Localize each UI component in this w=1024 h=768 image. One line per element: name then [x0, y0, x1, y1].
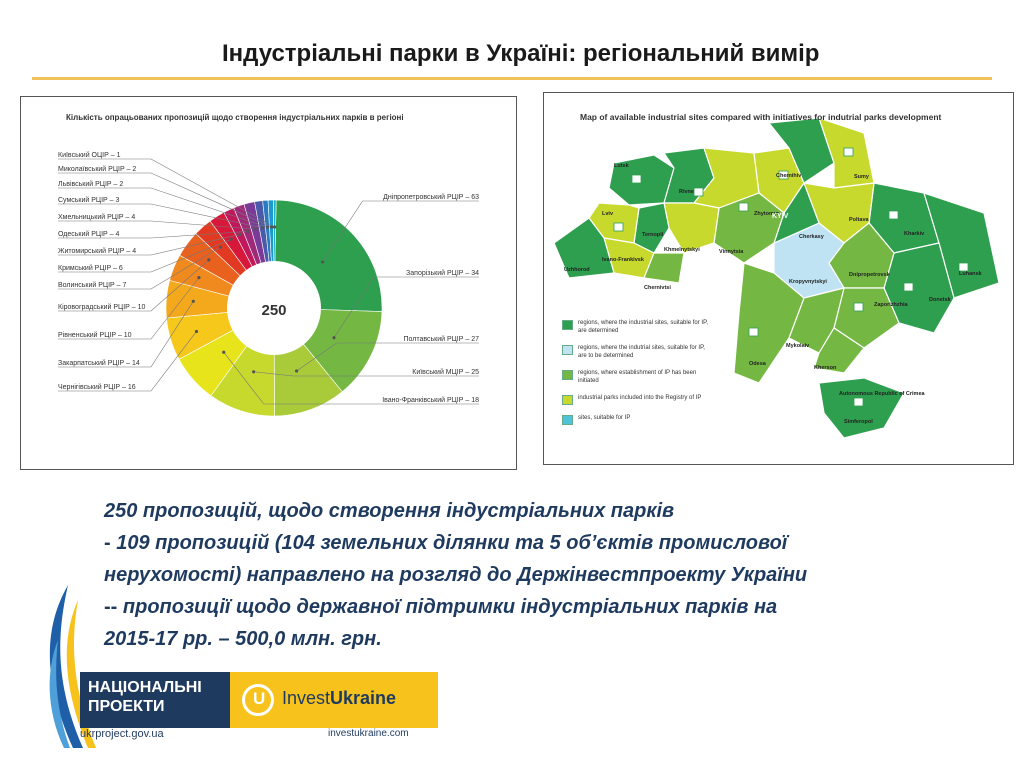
slice-label: Закарпатський РЦІР – 14: [58, 360, 140, 367]
slice-label: Хмельницький РЦІР – 4: [58, 214, 136, 221]
map-city-label: Dnipropetrovsk: [849, 272, 890, 278]
slice-label: Волинський РЦІР – 7: [58, 282, 127, 289]
np-line-1: НАЦІОНАЛЬНІ: [88, 679, 202, 696]
emblem-letter: U: [253, 689, 266, 708]
leader-dot: [252, 370, 255, 373]
leader-dot: [246, 230, 249, 233]
slice-label: Полтавський РЦІР – 27: [403, 336, 479, 343]
bullet-dash: -: [104, 532, 117, 554]
map-city-label: Cherkasy: [799, 234, 824, 240]
ukraine-map-panel: [543, 92, 1014, 465]
map-city-label: Sumy: [854, 174, 869, 180]
map-city-label: Chernivtsi: [644, 285, 671, 291]
national-projects-logo: [80, 672, 230, 728]
legend-text: regions, where establishment of IP has been initiated: [578, 370, 697, 384]
legend-text: sites, suitable for IP: [578, 415, 631, 421]
site-icon: [739, 203, 748, 211]
ukrproject-url: ukrproject.gov.ua: [80, 728, 164, 740]
summary-line-4-text: пропозиції щодо державної підтримки індустріальних парків на: [122, 596, 778, 618]
bullet-dash: --: [104, 596, 123, 618]
legend-item: [562, 319, 712, 335]
donut-chart: [21, 97, 518, 471]
summary-line-5: 2015-17 рр. – 500,0 млн. грн.: [104, 628, 382, 650]
legend-swatch: [562, 415, 573, 425]
slice-label: Миколаївський РЦІР – 2: [58, 166, 137, 173]
region-crimea: [819, 378, 904, 438]
summary-line-3: нерухомості) направлено на розгляд до Держінвестпроекту України: [104, 564, 808, 586]
slice-label: Кримський РЦІР – 6: [58, 265, 123, 272]
leader-dot: [266, 226, 269, 229]
map-city-label: Luhansk: [959, 271, 982, 277]
leader-dot: [295, 369, 298, 372]
slice-label: Чернігівський РЦІР – 16: [58, 384, 136, 391]
leader-dot: [207, 258, 210, 261]
map-city-label: Uzhhorod: [564, 267, 590, 273]
map-legend: [562, 319, 712, 434]
donut-center-total: 250: [261, 302, 287, 319]
slice-label: Дніпропетровський РЦІР – 63: [383, 194, 479, 201]
map-city-label: Lviv: [602, 211, 614, 217]
leader-dot: [261, 226, 264, 229]
map-city-label: Kharkiv: [904, 231, 925, 237]
map-city-label: Ivano-Frankivsk: [602, 257, 644, 263]
leader-dot: [192, 300, 195, 303]
map-city-label: Khmelnytskyi: [664, 247, 700, 253]
site-icon: [889, 211, 898, 219]
wordmark-invest: Invest: [282, 688, 331, 708]
donut-chart-panel: [20, 96, 517, 470]
invest-ukraine-wordmark: [282, 688, 396, 709]
leader-dot: [222, 351, 225, 354]
map-city-label: KYIV: [772, 213, 789, 220]
map-city-label: Kherson: [814, 365, 837, 371]
leader-dot: [238, 233, 241, 236]
map-city-label: Poltava: [849, 217, 869, 223]
slice-label: Кіровоградський РЦІР – 10: [58, 304, 146, 311]
logo-area: [28, 580, 458, 760]
leader-dot: [270, 225, 273, 228]
slice-label: Сумський РЦІР – 3: [58, 197, 120, 204]
leader-dot: [197, 276, 200, 279]
map-title: Map of available industrial sites compared with initiatives for indutrial parks development: [580, 112, 942, 122]
leader-dot: [219, 246, 222, 249]
map-city-label: Lutsk: [614, 163, 629, 169]
slice-label: Житомирський РЦІР – 4: [58, 248, 137, 255]
invest-ukraine-emblem-icon: [242, 684, 274, 716]
site-icon: [844, 148, 853, 156]
legend-swatch: [562, 345, 573, 355]
map-city-label: Simferopol: [844, 419, 873, 425]
site-icon: [694, 188, 703, 196]
legend-swatch: [562, 370, 573, 380]
map-city-label: Vinnytsia: [719, 249, 744, 255]
leader-dot: [195, 330, 198, 333]
map-city-label: Rivne: [679, 189, 694, 195]
slice-label: Київський МЦІР – 25: [412, 369, 479, 376]
leader-dot: [254, 228, 257, 231]
map-city-label: Donetsk: [929, 297, 951, 303]
map-city-label: Zhytomyr: [754, 211, 780, 217]
summary-line-1: 250 пропозицій, щодо створення індустріальних парків: [104, 500, 675, 522]
legend-item: [562, 344, 712, 360]
site-icon: [749, 328, 758, 336]
leader-dot: [321, 260, 324, 263]
legend-item: [562, 394, 712, 405]
national-projects-title: [88, 678, 202, 716]
map-city-label: Ternopil: [642, 232, 664, 238]
legend-item: [562, 414, 712, 425]
legend-text: regions, where the indutrial sites, suitable for IP, are to be determined: [578, 345, 705, 359]
legend-swatch: [562, 395, 573, 405]
summary-line-2: [104, 527, 1004, 559]
map-city-label: Chernihiv: [776, 173, 802, 179]
legend-item: [562, 369, 712, 385]
leader-dot: [273, 225, 276, 228]
chart-title: Кількість опрацьованих пропозицій щодо створення індустріальних парків в регіоні: [66, 113, 404, 122]
slice-label: Івано-Франківський РЦІР – 18: [382, 397, 479, 404]
map-city-label: Kropyvnytskyi: [789, 279, 827, 285]
region-khmelnytskyi: [664, 203, 719, 253]
site-icon: [959, 263, 968, 271]
slice-label: Одеський РЦІР – 4: [58, 231, 120, 238]
leader-dot: [332, 336, 335, 339]
title-divider: [32, 77, 992, 80]
site-icon: [854, 398, 863, 406]
site-icon: [632, 175, 641, 183]
slice-label: Київський ОЦІР – 1: [58, 152, 121, 159]
site-icon: [614, 223, 623, 231]
investukraine-url: investukraine.com: [328, 728, 409, 739]
np-line-2: ПРОЕКТИ: [88, 698, 165, 715]
site-icon: [854, 303, 863, 311]
site-icon: [904, 283, 913, 291]
map-city-label: Zaporizhzhia: [874, 302, 908, 308]
legend-swatch: [562, 320, 573, 330]
slice-label: Львівський РЦІР – 2: [58, 181, 124, 188]
invest-ukraine-logo: [230, 672, 438, 728]
slice-label: Рівненський РЦІР – 10: [58, 332, 132, 339]
wordmark-ukraine: Ukraine: [330, 688, 397, 708]
slice-label: Запорізький РЦІР – 34: [406, 270, 479, 277]
slide-title: Індустріальні парки в Україні: регіональний вимір: [222, 40, 820, 67]
summary-line-2-text: 109 пропозицій (104 земельних ділянки та 5 об’єктів промислової: [116, 532, 788, 554]
legend-text: industrial parks included into the Registry of IP: [578, 395, 702, 401]
map-city-label: Mykolaiv: [786, 343, 810, 349]
map-city-label: Autonomous Republic of Crimea: [839, 391, 925, 397]
map-city-label: Odesa: [749, 361, 766, 367]
leader-dot: [230, 238, 233, 241]
legend-text: regions, where the industrial sites, suitable for IP, are determined: [578, 320, 708, 334]
